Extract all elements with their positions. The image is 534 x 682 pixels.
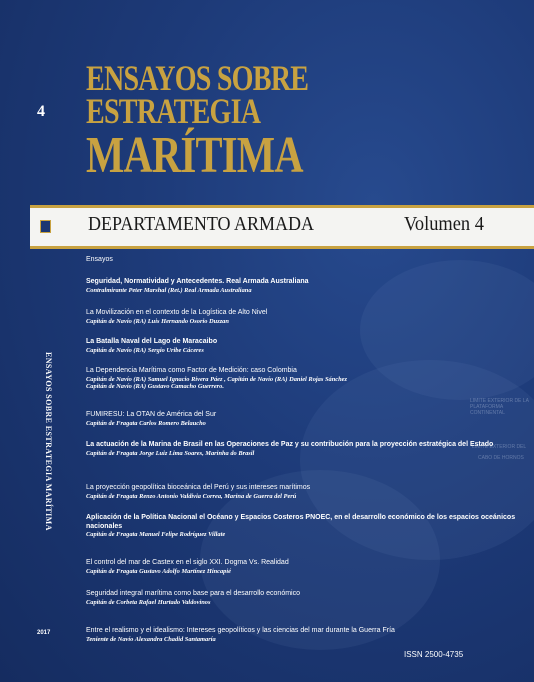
toc-title: La Batalla Naval del Lago de Maracaibo bbox=[86, 338, 218, 345]
title-line-1: ENSAYOS SOBRE bbox=[86, 58, 309, 98]
toc-title: La proyección geopolítica bioceánica del Perú y sus intereses marítimos bbox=[86, 484, 311, 491]
toc-title: FUMIRESU: La OTAN de América del Sur bbox=[86, 411, 217, 418]
toc-title: La Dependencia Marítima como Factor de Medición: caso Colombia bbox=[86, 367, 297, 374]
toc-author: Capitán de Fragata Jorge Luiz Lima Soares, Marinha do Brasil bbox=[86, 449, 255, 457]
year: 2017 bbox=[37, 630, 51, 636]
map-label: CABO DE HORNOS bbox=[478, 455, 524, 461]
department-band bbox=[30, 205, 534, 249]
toc-author: Capitán de Fragata Carlos Romero Belaucho bbox=[86, 419, 206, 427]
toc-title: Seguridad, Normatividad y Antecedentes. Real Armada Australiana bbox=[86, 278, 309, 285]
map-label: LÍMITE EXTERIOR DEL bbox=[472, 444, 527, 450]
toc-author: Capitán de Navío (RA) Samuel Ignacio Rivera Páez , Capitán de Navío (RA) Daniel Rojas Sánchez bbox=[86, 375, 347, 383]
toc-author: Capitán de Navío (RA) Sergio Uribe Cáceres bbox=[86, 346, 204, 354]
toc-entry bbox=[86, 411, 516, 427]
toc-title: Aplicación de la Política Nacional el Océano y Espacios Costeros PNOEC, en el desarrollo económico de los espacios oceánicos nacionales bbox=[86, 514, 516, 530]
department-name: DEPARTAMENTO ARMADA bbox=[88, 213, 315, 235]
volume-label: Volumen 4 bbox=[404, 213, 484, 235]
toc-author: Capitán de Navío (RA) Gustavo Camacho Guerrero. bbox=[86, 383, 224, 390]
toc-entry bbox=[86, 278, 516, 294]
toc-author: Capitán de Fragata Gustavo Adolfo Martínez Hincapié bbox=[86, 567, 231, 575]
toc-entry bbox=[86, 559, 516, 575]
section-label: Ensayos bbox=[86, 256, 113, 263]
toc-entry bbox=[86, 367, 516, 391]
toc-author: Contralmirante Peter Marshal (Ret.) Real Armada Australiana bbox=[86, 286, 252, 294]
toc-title: La actuación de la Marina de Brasil en las Operaciones de Paz y su contribución para la proyección estratégica del Estado bbox=[86, 441, 494, 448]
volume-number: 4 bbox=[37, 103, 45, 120]
toc-entry bbox=[86, 590, 516, 606]
toc-entry bbox=[86, 309, 516, 325]
toc-entry bbox=[86, 338, 516, 354]
title-line-3: MARÍTIMA bbox=[86, 127, 303, 184]
shield-icon bbox=[40, 220, 51, 233]
toc-title: Seguridad integral marítima como base para el desarrollo económico bbox=[86, 590, 300, 597]
toc-author: Teniente de Navío Alexandra Chadid Santamaría bbox=[86, 635, 216, 643]
toc-author: Capitán de Fragata Manuel Felipe Rodríguez Villate bbox=[86, 531, 226, 538]
toc-title: El control del mar de Castex en el siglo XXI. Dogma Vs. Realidad bbox=[86, 559, 289, 566]
toc-title: La Movilización en el contexto de la Logística de Alto Nivel bbox=[86, 309, 268, 316]
toc-author: Capitán de Corbeta Rafael Hurtado Valdovinos bbox=[86, 598, 211, 606]
title-line-2: ESTRATEGIA bbox=[86, 91, 261, 131]
toc-title: Entre el realismo y el idealismo: Intereses geopolíticos y las ciencias del mar durante la Guerra Fría bbox=[86, 627, 395, 634]
toc-entry bbox=[86, 514, 516, 539]
issn: ISSN 2500-4735 bbox=[404, 650, 464, 659]
toc-entry bbox=[86, 627, 516, 643]
toc-entry bbox=[86, 484, 516, 500]
toc-entry bbox=[86, 441, 516, 457]
map-label: LIMITE EXTERIOR DE LA PLATAFORMA CONTINENTAL bbox=[470, 398, 529, 416]
spine-text: ENSAYOS SOBRE ESTRATEGIA MARÍTIMA bbox=[44, 352, 53, 531]
toc-author: Capitán de Navío (RA) Luis Hernando Osorio Duzzan bbox=[86, 317, 229, 325]
toc-author: Capitán de Fragata Renzo Antonio Valdivia Correa, Marina de Guerra del Perú bbox=[86, 492, 297, 500]
